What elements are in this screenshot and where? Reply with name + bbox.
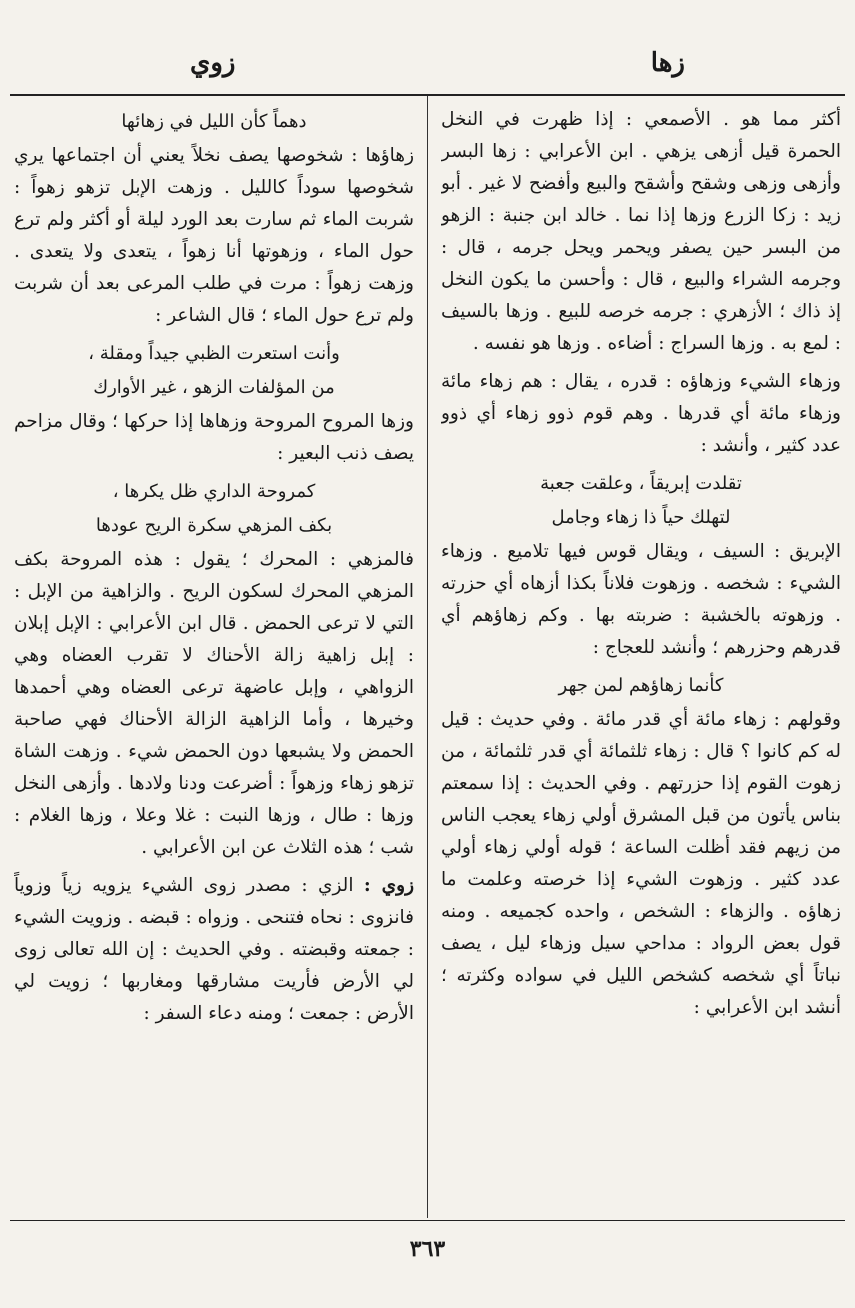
verse-line: لتهلك حياً ذا زهاء وجامل <box>551 507 731 528</box>
paragraph: أكثر مما هو . الأصمعي : إذا ظهرت في النخل الحمرة قيل أزهى يزهي . ابن الأعرابي : زها البسر وأزهى وزهى وشقح وأشقح والبيع وأفضح لا غير . أبو زيد : زكا الزرع وزها إذا نما . خالد ابن جنبة : الزهو من البسر حين يصفر ويحمر ويحل جرمه ، قال : وجرمه الشراء والبيع ، قال : وأحسن ما يكون النخل إذ ذاك ؛ الأزهري : جرمه خرصه للبيع . وزها بالسيف : لمع به . وزها السراج : أضاءه . وزها هو نفسه . <box>441 109 841 354</box>
verse-line: بكف المزهي سكرة الريح عودها <box>95 515 333 536</box>
column-divider <box>427 96 428 1218</box>
entry-text: الزي : مصدر زوى الشيء يزويه زياً وزوياً فانزوى : نحاه فتنحى . وزواه : قبضه . وزويت الشيء : جمعته وقبضته . وفي الحديث : إن الله تعالى زوى لي الأرض فأريت مشارقها ومغاربها ؛ زويت لي الأرض : جمعت ؛ ومنه دعاء السفر : <box>14 875 414 1024</box>
page-number: ٣٦٣ <box>409 1236 446 1262</box>
footer-rule <box>10 1220 845 1221</box>
paragraph: زهاؤها : شخوصها يصف نخلاً يعني أن اجتماعها يري شخوصها سوداً كالليل . وزهت الإبل تزهو زهواً : شربت الماء ثم سارت بعد الورد ليلة أو أكثر ولم ترع حول الماء ، وزهوتها أنا زهواً ، يتعدى ولا يتعدى . وزهت زهواً : مرت في طلب المرعى بعد أن شربت ولم ترع حول الماء ؛ قال الشاعر : <box>14 145 414 326</box>
verse-line: دهماً كأن الليل في زهائها <box>121 111 307 132</box>
header-right-word: زها <box>650 48 685 78</box>
header-left-word: زوي <box>190 48 236 78</box>
page-header <box>0 48 855 98</box>
entry-headword: زوي : <box>363 875 414 896</box>
verse-line: وأنت استعرت الظبي جيداً ومقلة ، <box>88 343 340 364</box>
paragraph: وزهاء الشيء وزهاؤه : قدره ، يقال : هم زهاء مائة وزهاء مائة أي قدرها . وهم قوم ذوو زهاء أي ذوو عدد كثير ، وأنشد : <box>441 371 841 456</box>
paragraph: وقولهم : زهاء مائة أي قدر مائة . وفي حديث : قيل له كم كانوا ؟ قال : زهاء ثلثمائة أي قدر ثلثمائة ، من زهوت القوم إذا حزرتهم . وفي الحديث : إذا سمعتم بناس يأتون من قبل المشرق أولي زهاء يعجب الناس من زيهم فقد أظلت الساعة ؛ قوله أولي زهاء أولي عدد كثير . وزهوت الشيء إذا خرصته وعلمت ما زهاؤه . والزهاء : الشخص ، واحده كجميعه . ومنه قول بعض الرواد : مداحي سيل وزهاء ليل ، يصف نباتاً أي شخصه كشخص الليل في سواده وكثرته ؛ أنشد ابن الأعرابي : <box>441 709 841 1018</box>
verse-line: تقلدت إبريقاً ، وعلقت جعبة <box>540 473 742 494</box>
paragraph: وزها المروح المروحة وزهاها إذا حركها ؛ وقال مزاحم يصف ذنب البعير : <box>14 411 414 464</box>
left-column <box>14 104 414 1214</box>
right-column <box>441 104 841 1214</box>
verse-line: كمروحة الداري ظل يكرها ، <box>112 481 316 502</box>
verse-line: كأنما زهاؤهم لمن جهر <box>558 675 724 696</box>
paragraph: فالمزهي : المحرك ؛ يقول : هذه المروحة بكف المزهي المحرك لسكون الريح . والزاهية من الإبل : التي لا ترعى الحمض . قال ابن الأعرابي : الإبل إبلان : إبل زاهية زالة الأحناك لا تقرب العضاه وهي الزواهي ، وإبل عاضهة ترعى العضاه وهي أحمدها وخيرها ، وأما الزاهية الزالة الأحناك فهي صاحبة الحمض ولا يشبعها دون الحمض شيء . وزهت الشاة تزهو زهاء وزهواً : أضرعت ودنا ولادها . وأزهى النخل وزها : طال ، وزها النبت : غلا وعلا ، وزها الغلام : شب ؛ هذه الثلاث عن ابن الأعرابي . <box>14 549 414 858</box>
paragraph <box>14 870 414 1030</box>
paragraph: الإبريق : السيف ، ويقال قوس فيها تلاميع . وزهاء الشيء : شخصه . وزهوت فلاناً بكذا أزهاه أي حزرته . وزهوته بالخشبة : ضربته بها . وكم زهاؤهم أي قدرهم وحزرهم ؛ وأنشد للعجاج : <box>441 541 841 658</box>
verse-line: من المؤلفات الزهو ، غير الأوارك <box>93 377 335 398</box>
